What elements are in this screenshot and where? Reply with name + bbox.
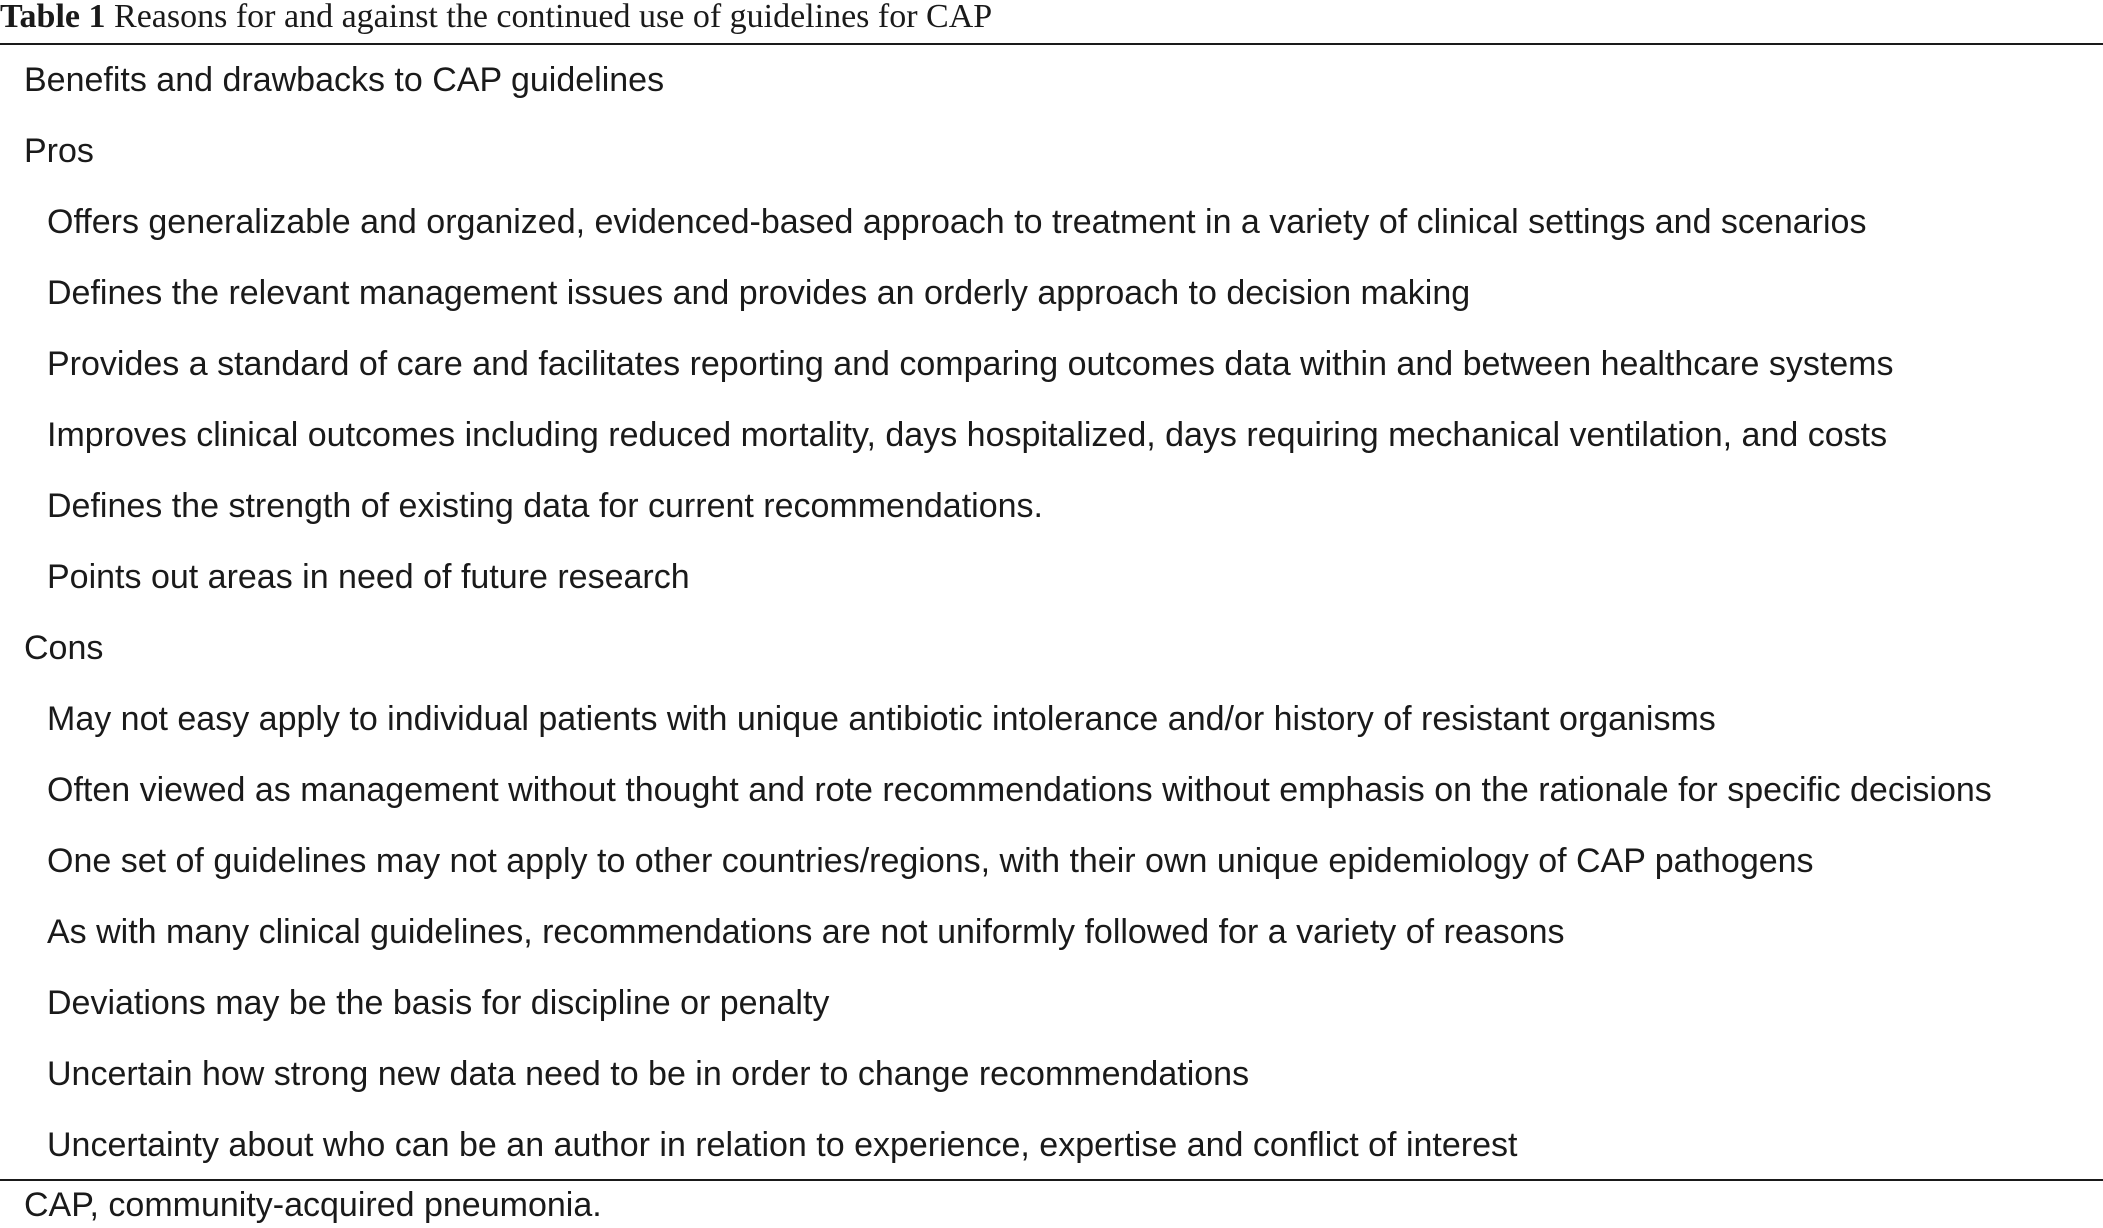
pros-item: Offers generalizable and organized, evidenced-based approach to treatment in a variety of clinical settings and scenarios [47, 203, 1867, 241]
table-title: Reasons for and against the continued use of guidelines for CAP [114, 0, 993, 35]
pros-item: Provides a standard of care and facilitates reporting and comparing outcomes data within and between healthcare systems [47, 345, 1894, 383]
bottom-rule [0, 1179, 2103, 1181]
cons-item: Uncertainty about who can be an author in relation to experience, expertise and conflict of interest [47, 1126, 1518, 1164]
pros-item: Improves clinical outcomes including reduced mortality, days hospitalized, days requiring mechanical ventilation, and costs [47, 416, 1888, 454]
cons-heading: Cons [24, 629, 104, 667]
pros-item: Points out areas in need of future research [47, 558, 690, 596]
cons-item: Uncertain how strong new data need to be in order to change recommendations [47, 1055, 1250, 1093]
table-header-row: Benefits and drawbacks to CAP guidelines [24, 61, 665, 99]
table-caption [0, 0, 992, 40]
table-footnote: CAP, community-acquired pneumonia. [24, 1186, 602, 1224]
pros-item: Defines the relevant management issues and provides an orderly approach to decision making [47, 274, 1471, 312]
cons-item: May not easy apply to individual patients with unique antibiotic intolerance and/or history of resistant organisms [47, 700, 1716, 738]
pros-item: Defines the strength of existing data for current recommendations. [47, 487, 1043, 525]
cons-item: Deviations may be the basis for discipline or penalty [47, 984, 830, 1022]
cons-item: One set of guidelines may not apply to other countries/regions, with their own unique epidemiology of CAP pathogens [47, 842, 1814, 880]
cons-item: As with many clinical guidelines, recommendations are not uniformly followed for a variety of reasons [47, 913, 1565, 951]
table [0, 45, 2103, 1181]
cons-item: Often viewed as management without thought and rote recommendations without emphasis on the rationale for specific decisions [47, 771, 1992, 809]
table-label: Table 1 [0, 0, 106, 35]
pros-heading: Pros [24, 132, 94, 170]
